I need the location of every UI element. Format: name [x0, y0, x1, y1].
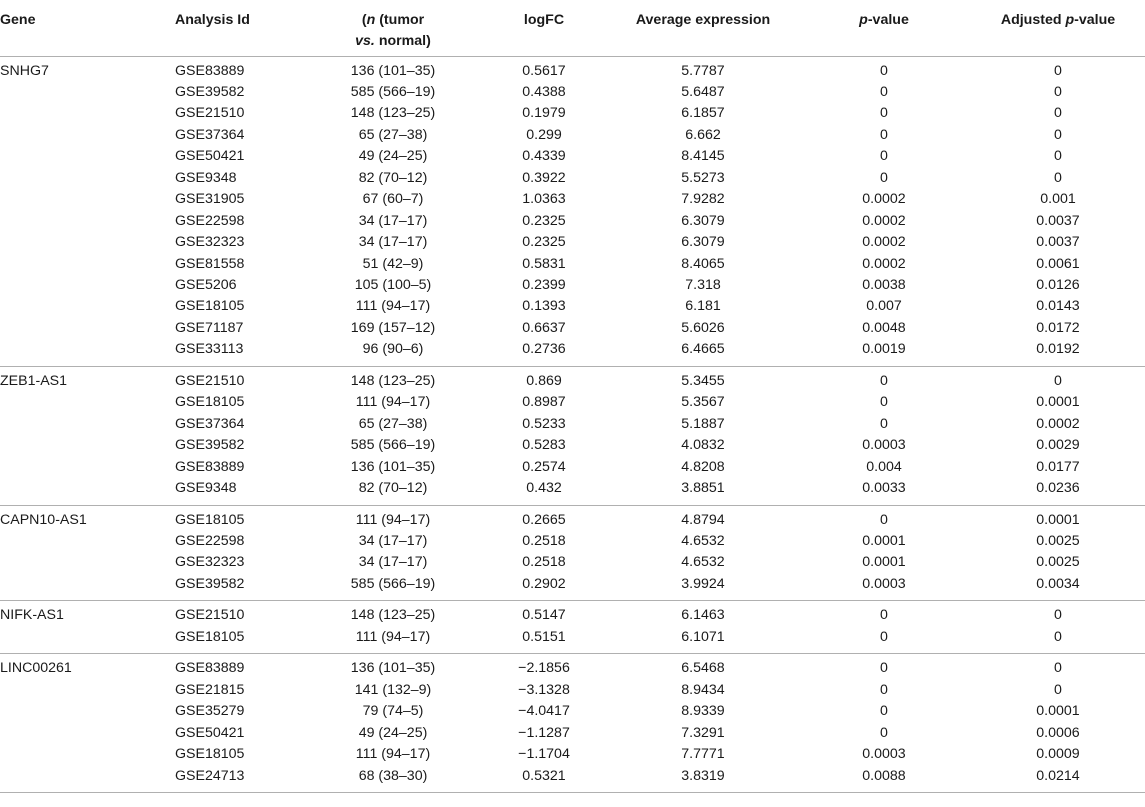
header-logfc: logFC	[479, 0, 609, 56]
adjusted-p-value-cell: 0.0009	[1036, 746, 1080, 763]
gene-cell: SNHG7	[0, 62, 49, 79]
logfc-cell: 0.299	[526, 126, 562, 143]
adjusted-p-value-cell: 0	[1054, 105, 1062, 122]
gene-cell	[0, 744, 175, 765]
gene-cell	[0, 478, 175, 505]
header-row	[0, 0, 1145, 56]
p-value-cell: 0.0038	[862, 277, 906, 294]
average-expression-cell: 4.8208	[681, 458, 725, 475]
sample-count-cell: 136 (101–35)	[350, 62, 436, 79]
gene-cell	[0, 392, 175, 413]
average-expression-cell: 8.9339	[681, 703, 725, 720]
analysis-id-cell: GSE21510	[175, 105, 245, 122]
table-row	[0, 435, 1145, 456]
p-value-cell: 0	[797, 601, 971, 627]
header-adjusted-p-value	[971, 0, 1145, 56]
logfc-cell: 0.5147	[479, 601, 609, 627]
logfc-cell: 0.5151	[522, 628, 566, 645]
sample-count-cell: 79 (74–5)	[362, 703, 424, 720]
header-gene: Gene	[0, 0, 175, 56]
gene-cell: CAPN10-AS1	[0, 505, 175, 531]
p-value-cell: 0	[880, 126, 888, 143]
average-expression-cell: 5.3455	[609, 366, 797, 392]
logfc-cell: 0.2325	[522, 212, 566, 229]
adjusted-p-value-cell: 0.0001	[1036, 703, 1080, 720]
p-value-cell: 0	[880, 148, 888, 165]
sample-count-cell: 585 (566–19)	[350, 575, 436, 592]
gene-cell	[0, 457, 175, 478]
header-adj-prefix: Adjusted	[1000, 12, 1066, 28]
header-n-prefix: (	[361, 12, 367, 28]
adjusted-p-value-cell: 0	[1054, 628, 1062, 645]
sample-count-cell: 105 (100–5)	[354, 277, 432, 294]
average-expression-cell: 4.6532	[681, 554, 725, 571]
analysis-id-cell: GSE18105	[175, 505, 307, 531]
average-expression-cell: 4.8794	[609, 505, 797, 531]
analysis-id-cell: GSE18105	[175, 394, 245, 411]
p-value-cell: 0.0001	[862, 554, 906, 571]
adjusted-p-value-cell: 0.0001	[971, 505, 1145, 531]
logfc-cell: 0.2518	[522, 533, 566, 550]
gene-cell	[0, 552, 175, 573]
adjusted-p-value-cell: 0.0037	[1036, 212, 1080, 229]
analysis-id-cell: GSE5206	[175, 277, 237, 294]
sample-count-cell: 82 (70–12)	[358, 169, 428, 186]
adjusted-p-value-cell: 0.0061	[1036, 255, 1080, 272]
analysis-id-cell: GSE21815	[175, 681, 245, 698]
p-value-cell: 0	[880, 681, 888, 698]
analysis-id-cell: GSE32323	[175, 554, 245, 571]
gene-cell	[0, 103, 175, 124]
adjusted-p-value-cell: 0.0025	[1036, 554, 1080, 571]
table-row	[0, 531, 1145, 552]
table-row	[0, 680, 1145, 701]
gene-cell	[0, 275, 175, 296]
gene-cell	[0, 627, 175, 654]
header-analysis-id: Analysis Id	[175, 0, 307, 56]
adjusted-p-value-cell: 0	[1054, 148, 1062, 165]
p-value-cell: 0.0002	[862, 191, 906, 208]
average-expression-cell: 3.8851	[681, 480, 725, 497]
analysis-id-cell: GSE22598	[175, 533, 245, 550]
logfc-cell: 0.869	[479, 366, 609, 392]
sample-count-cell: 96 (90–6)	[362, 341, 424, 358]
table-header	[0, 0, 1145, 56]
header-adj-italic: p	[1065, 12, 1075, 28]
sample-count-cell: 65 (27–38)	[358, 126, 428, 143]
table-row	[0, 766, 1145, 793]
p-value-cell: 0	[880, 105, 888, 122]
table-body	[0, 56, 1145, 793]
sample-count-cell: 141 (132–9)	[354, 681, 432, 698]
logfc-cell: 0.1393	[522, 298, 566, 315]
sample-count-cell: 169 (157–12)	[350, 319, 436, 336]
p-value-cell: 0	[880, 394, 888, 411]
gene-cell	[0, 296, 175, 317]
sample-count-cell: 111 (94–17)	[355, 298, 431, 315]
adjusted-p-value-cell: 0.0192	[1036, 341, 1080, 358]
average-expression-cell: 6.3079	[681, 234, 725, 251]
sample-count-cell: 34 (17–17)	[358, 533, 428, 550]
p-value-cell: 0.0002	[862, 212, 906, 229]
logfc-cell: 0.5321	[479, 766, 609, 793]
table-row	[0, 366, 1145, 392]
adjusted-p-value-cell: 0.0002	[1036, 415, 1080, 432]
p-value-cell: 0.0001	[862, 533, 906, 550]
average-expression-cell: 5.5273	[681, 169, 725, 186]
header-p-italic: p	[859, 12, 868, 28]
logfc-cell: −3.1328	[518, 681, 570, 698]
p-value-cell: 0.004	[866, 458, 902, 475]
table-row	[0, 189, 1145, 210]
adjusted-p-value-cell: 0	[1054, 169, 1062, 186]
average-expression-cell: 5.6026	[681, 319, 725, 336]
gene-cell	[0, 339, 175, 366]
average-expression-cell: 8.4065	[681, 255, 725, 272]
logfc-cell: 0.2902	[522, 575, 566, 592]
p-value-cell: 0	[797, 654, 971, 680]
table-row	[0, 414, 1145, 435]
adjusted-p-value-cell: 0	[1054, 126, 1062, 143]
gene-cell	[0, 723, 175, 744]
adjusted-p-value-cell: 0.0034	[1036, 575, 1080, 592]
analysis-id-cell: GSE21510	[175, 366, 307, 392]
gene-cell	[0, 680, 175, 701]
gene-cell: ZEB1-AS1	[0, 366, 175, 392]
adjusted-p-value-cell: 0	[1054, 62, 1062, 79]
analysis-id-cell: GSE24713	[175, 766, 307, 793]
adjusted-p-value-cell: 0.0236	[1036, 480, 1080, 497]
logfc-cell: −1.1287	[518, 724, 570, 741]
table-row	[0, 457, 1145, 478]
gene-cell	[0, 82, 175, 103]
adjusted-p-value-cell: 0.0177	[1036, 458, 1080, 475]
table-row	[0, 505, 1145, 531]
logfc-cell: 0.5233	[522, 415, 566, 432]
p-value-cell: 0	[880, 415, 888, 432]
gene-cell	[0, 189, 175, 210]
p-value-cell: 0.0002	[862, 255, 906, 272]
gene-cell	[0, 125, 175, 146]
analysis-id-cell: GSE37364	[175, 415, 245, 432]
p-value-cell: 0	[880, 169, 888, 186]
average-expression-cell: 6.4665	[681, 341, 725, 358]
logfc-cell: 0.2736	[522, 341, 566, 358]
average-expression-cell: 3.8319	[609, 766, 797, 793]
table-row	[0, 478, 1145, 505]
analysis-id-cell: GSE31905	[175, 191, 245, 208]
average-expression-cell: 7.318	[685, 277, 721, 294]
analysis-id-cell: GSE50421	[175, 148, 245, 165]
average-expression-cell: 3.9924	[681, 575, 725, 592]
gene-cell	[0, 146, 175, 167]
table-row	[0, 211, 1145, 232]
p-value-cell: 0.007	[866, 298, 902, 315]
table-row	[0, 574, 1145, 601]
sample-count-cell: 34 (17–17)	[358, 234, 428, 251]
adjusted-p-value-cell: 0.0001	[1036, 394, 1080, 411]
gene-cell: NIFK-AS1	[0, 601, 175, 627]
analysis-id-cell: GSE9348	[175, 480, 237, 497]
adjusted-p-value-cell: 0	[1054, 681, 1062, 698]
gene-cell	[0, 318, 175, 339]
gene-cell	[0, 435, 175, 456]
logfc-cell: 0.4388	[522, 83, 566, 100]
analysis-id-cell: GSE39582	[175, 437, 245, 454]
adjusted-p-value-cell: 0.0025	[1036, 533, 1080, 550]
header-adj-suffix: -value	[1074, 12, 1116, 28]
p-value-cell: 0.0019	[862, 341, 906, 358]
logfc-cell: 0.2518	[522, 554, 566, 571]
logfc-cell: −4.0417	[518, 703, 570, 720]
average-expression-cell: 6.181	[685, 298, 721, 315]
table-row	[0, 627, 1145, 654]
sample-count-cell: 585 (566–19)	[350, 437, 436, 454]
sample-count-cell: 585 (566–19)	[350, 83, 436, 100]
average-expression-cell: 7.3291	[681, 724, 725, 741]
sample-count-cell: 49 (24–25)	[358, 724, 428, 741]
header-n-suffix: normal)	[374, 33, 431, 49]
p-value-cell: 0	[797, 505, 971, 531]
p-value-cell: 0.0003	[862, 437, 906, 454]
average-expression-cell: 8.4145	[681, 148, 725, 165]
analysis-id-cell: GSE21510	[175, 601, 307, 627]
logfc-cell: 0.2399	[522, 277, 566, 294]
logfc-cell: 0.5283	[522, 437, 566, 454]
sample-count-cell: 82 (70–12)	[358, 480, 428, 497]
table-row	[0, 392, 1145, 413]
logfc-cell: 0.6637	[522, 319, 566, 336]
table-row	[0, 56, 1145, 82]
analysis-id-cell: GSE22598	[175, 212, 245, 229]
analysis-id-cell: GSE83889	[175, 654, 307, 680]
table-row	[0, 103, 1145, 124]
average-expression-cell: 6.5468	[609, 654, 797, 680]
table-row	[0, 601, 1145, 627]
table-row	[0, 125, 1145, 146]
sample-count-cell: 68 (38–30)	[307, 766, 479, 793]
p-value-cell: 0	[880, 83, 888, 100]
adjusted-p-value-cell: 0	[1054, 83, 1062, 100]
average-expression-cell: 5.7787	[681, 62, 725, 79]
header-average-expression: Average expression	[609, 0, 797, 56]
header-p-suffix: -value	[867, 12, 909, 28]
analysis-id-cell: GSE18105	[175, 298, 245, 315]
header-n-mid: (tumor	[375, 12, 425, 28]
gene-cell	[0, 531, 175, 552]
table-row	[0, 146, 1145, 167]
analysis-id-cell: GSE83889	[175, 458, 245, 475]
sample-count-cell: 67 (60–7)	[362, 191, 424, 208]
logfc-cell: 1.0363	[522, 191, 566, 208]
sample-count-cell: 136 (101–35)	[307, 654, 479, 680]
p-value-cell: 0.0088	[797, 766, 971, 793]
gene-cell	[0, 211, 175, 232]
table-row	[0, 654, 1145, 680]
table-row	[0, 296, 1145, 317]
p-value-cell: 0	[797, 366, 971, 392]
sample-count-cell: 34 (17–17)	[358, 554, 428, 571]
p-value-cell: 0	[880, 628, 888, 645]
adjusted-p-value-cell: 0.001	[1040, 191, 1076, 208]
sample-count-cell: 136 (101–35)	[350, 458, 436, 475]
adjusted-p-value-cell: 0	[971, 654, 1145, 680]
header-sample-count	[307, 0, 479, 56]
table-row	[0, 254, 1145, 275]
table-row	[0, 318, 1145, 339]
average-expression-cell: 7.7771	[681, 746, 725, 763]
analysis-id-cell: GSE32323	[175, 234, 245, 251]
adjusted-p-value-cell: 0.0029	[1036, 437, 1080, 454]
average-expression-cell: 8.9434	[681, 681, 725, 698]
sample-count-cell: 34 (17–17)	[358, 212, 428, 229]
table-row	[0, 232, 1145, 253]
analysis-id-cell: GSE39582	[175, 575, 245, 592]
average-expression-cell: 5.3567	[681, 394, 725, 411]
average-expression-cell: 7.9282	[681, 191, 725, 208]
logfc-cell: 0.8987	[522, 394, 566, 411]
average-expression-cell: 4.6532	[681, 533, 725, 550]
header-n-italic: n	[366, 12, 376, 28]
table-row	[0, 744, 1145, 765]
adjusted-p-value-cell: 0	[971, 366, 1145, 392]
sample-count-cell: 51 (42–9)	[362, 255, 424, 272]
average-expression-cell: 6.1463	[609, 601, 797, 627]
table-row	[0, 552, 1145, 573]
gene-cell	[0, 254, 175, 275]
analysis-id-cell: GSE35279	[175, 703, 245, 720]
table-row	[0, 339, 1145, 366]
header-vs-italic: vs.	[355, 33, 375, 49]
analysis-id-cell: GSE83889	[175, 62, 245, 79]
average-expression-cell: 6.1071	[681, 628, 725, 645]
p-value-cell: 0.0002	[862, 234, 906, 251]
logfc-cell: 0.1979	[522, 105, 566, 122]
p-value-cell: 0	[880, 724, 888, 741]
p-value-cell: 0.0003	[862, 746, 906, 763]
header-p-value	[797, 0, 971, 56]
analysis-id-cell: GSE18105	[175, 746, 245, 763]
gene-cell: LINC00261	[0, 654, 175, 680]
logfc-cell: 0.4339	[522, 148, 566, 165]
adjusted-p-value-cell: 0.0006	[1036, 724, 1080, 741]
logfc-cell: 0.3922	[522, 169, 566, 186]
average-expression-cell: 6.1857	[681, 105, 725, 122]
p-value-cell: 0	[880, 62, 888, 79]
average-expression-cell: 5.6487	[681, 83, 725, 100]
sample-count-cell: 111 (94–17)	[355, 394, 431, 411]
adjusted-p-value-cell: 0.0172	[1036, 319, 1080, 336]
adjusted-p-value-cell: 0.0126	[1036, 277, 1080, 294]
table-row	[0, 168, 1145, 189]
analysis-id-cell: GSE18105	[175, 628, 245, 645]
table-row	[0, 723, 1145, 744]
adjusted-p-value-cell: 0.0214	[971, 766, 1145, 793]
p-value-cell: 0	[880, 703, 888, 720]
logfc-cell: −2.1856	[479, 654, 609, 680]
analysis-id-cell: GSE71187	[175, 319, 244, 336]
sample-count-cell: 148 (123–25)	[350, 105, 436, 122]
logfc-cell: 0.2665	[479, 505, 609, 531]
average-expression-cell: 6.662	[685, 126, 721, 143]
p-value-cell: 0.0003	[862, 575, 906, 592]
table-row	[0, 701, 1145, 722]
adjusted-p-value-cell: 0.0037	[1036, 234, 1080, 251]
analysis-id-cell: GSE9348	[175, 169, 237, 186]
analysis-id-cell: GSE39582	[175, 83, 245, 100]
sample-count-cell: 111 (94–17)	[307, 505, 479, 531]
table-row	[0, 275, 1145, 296]
average-expression-cell: 6.3079	[681, 212, 725, 229]
analysis-id-cell: GSE37364	[175, 126, 245, 143]
gene-cell	[0, 766, 175, 793]
average-expression-cell: 4.0832	[681, 437, 725, 454]
logfc-cell: −1.1704	[518, 746, 570, 763]
adjusted-p-value-cell: 0.0143	[1036, 298, 1080, 315]
logfc-cell: 0.5831	[522, 255, 566, 272]
sample-count-cell: 65 (27–38)	[358, 415, 428, 432]
table-row	[0, 82, 1145, 103]
gene-cell	[0, 574, 175, 601]
sample-count-cell: 111 (94–17)	[355, 746, 431, 763]
sample-count-cell: 111 (94–17)	[355, 628, 431, 645]
analysis-id-cell: GSE33113	[175, 341, 244, 358]
analysis-id-cell: GSE81558	[175, 255, 245, 272]
gene-cell	[0, 232, 175, 253]
logfc-cell: 0.432	[526, 480, 562, 497]
analysis-id-cell: GSE50421	[175, 724, 245, 741]
logfc-cell: 0.5617	[522, 62, 566, 79]
average-expression-cell: 5.1887	[681, 415, 725, 432]
adjusted-p-value-cell: 0	[971, 601, 1145, 627]
logfc-cell: 0.2325	[522, 234, 566, 251]
gene-cell	[0, 168, 175, 189]
gene-cell	[0, 414, 175, 435]
sample-count-cell: 148 (123–25)	[307, 366, 479, 392]
sample-count-cell: 148 (123–25)	[307, 601, 479, 627]
logfc-cell: 0.2574	[522, 458, 566, 475]
p-value-cell: 0.0033	[862, 480, 906, 497]
sample-count-cell: 49 (24–25)	[358, 148, 428, 165]
gene-cell	[0, 701, 175, 722]
p-value-cell: 0.0048	[862, 319, 906, 336]
